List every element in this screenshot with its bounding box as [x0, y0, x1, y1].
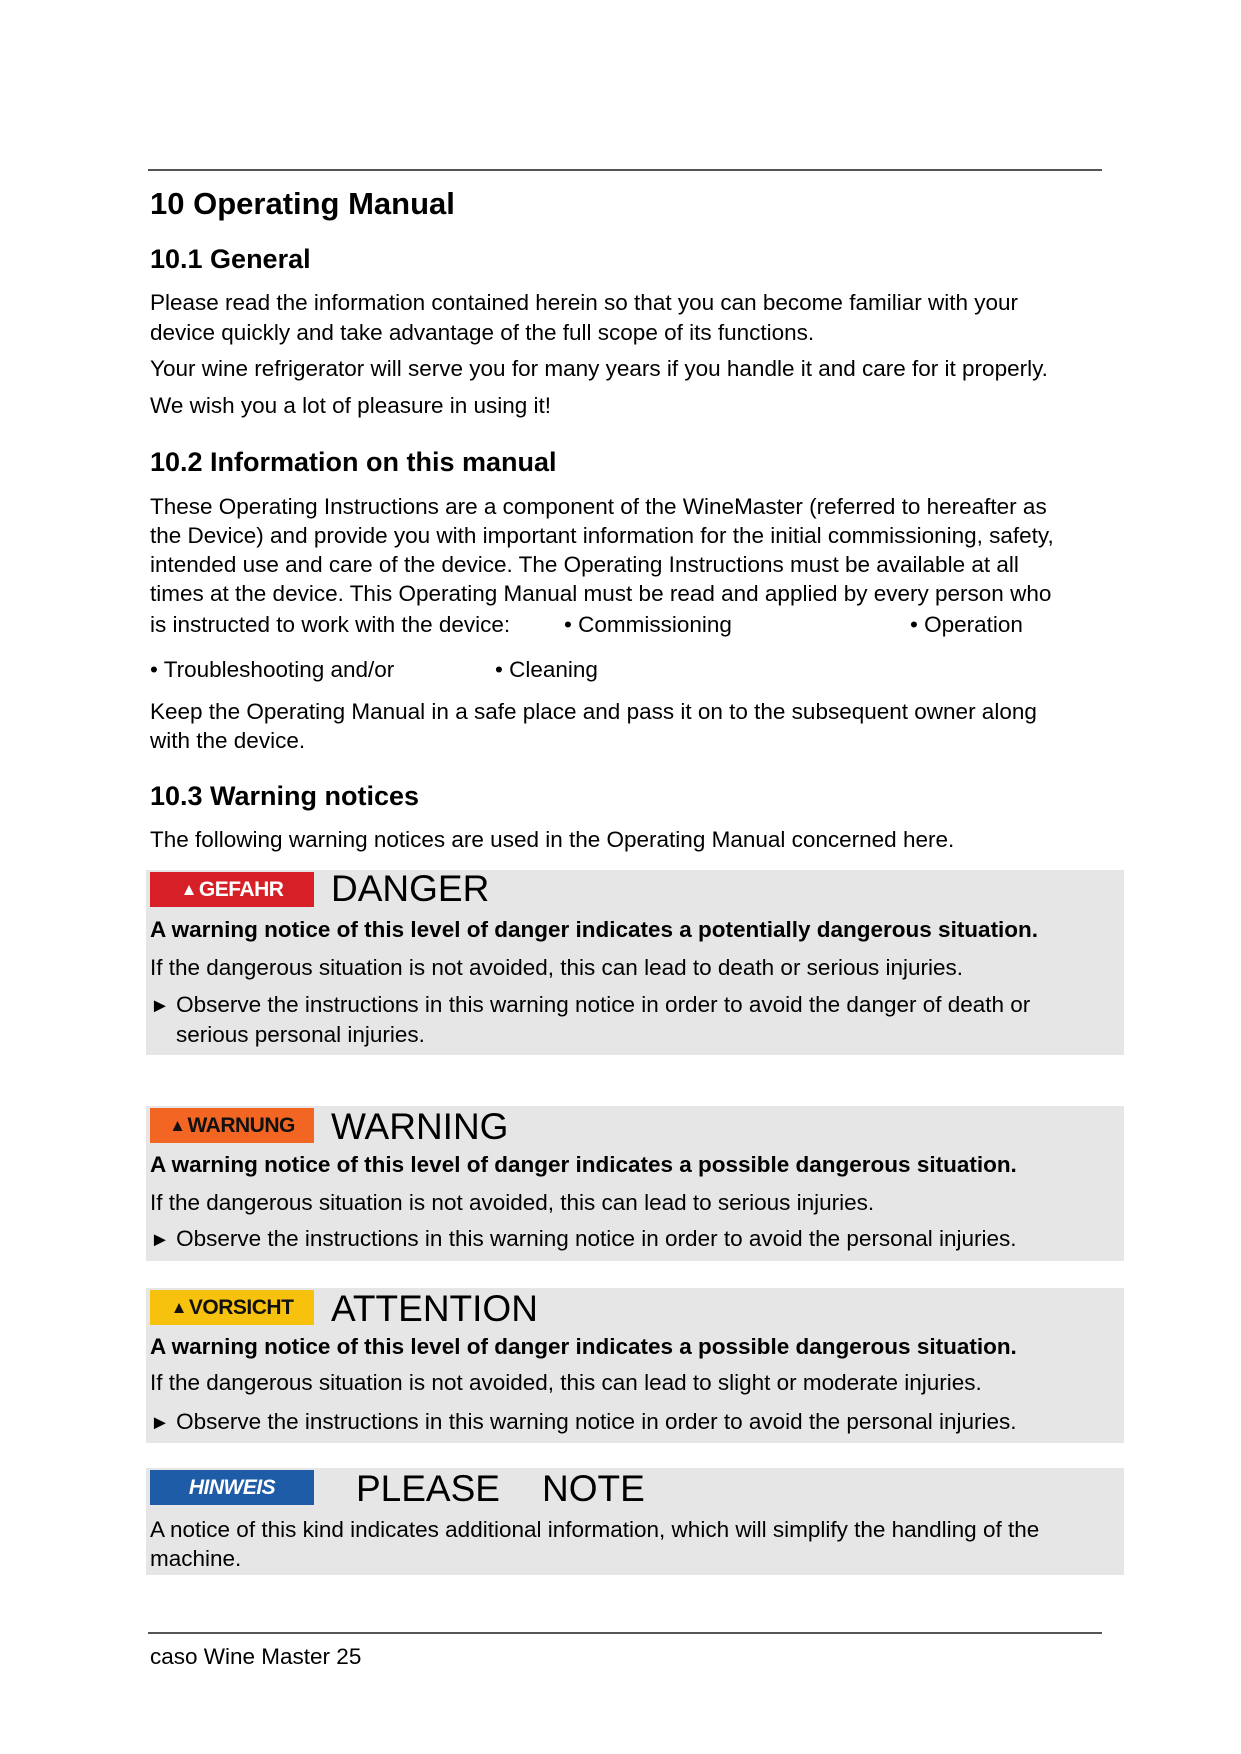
- warning-action: [150, 1224, 1017, 1255]
- danger-consequence: If the dangerous situation is not avoided, this can lead to death or serious injuries.: [150, 955, 963, 980]
- info-line-2: the Device) and provide you with important information for the initial commissioning, safety,: [150, 523, 1054, 548]
- arrow-icon: ►: [150, 1229, 170, 1251]
- attention-action: [150, 1407, 1017, 1438]
- section-info-title: 10.2 Information on this manual: [150, 447, 557, 477]
- warning-title: WARNING: [331, 1106, 509, 1147]
- warning-intro: The following warning notices are used in the Operating Manual concerned here.: [150, 827, 955, 852]
- section-warning-title: 10.3 Warning notices: [150, 781, 420, 811]
- attention-notice: [146, 1288, 1124, 1443]
- danger-action: [150, 990, 1030, 1021]
- warning-triangle-icon: ▲: [180, 879, 197, 899]
- warning-triangle-icon: ▲: [170, 1297, 187, 1317]
- info-line-1: These Operating Instructions are a component of the WineMaster (referred to hereafter as: [150, 494, 1047, 519]
- danger-notice: [146, 870, 1124, 1055]
- general-paragraph-1-line-1: Please read the information contained herein so that you can become familiar with your: [150, 290, 1018, 315]
- warning-bold-line: A warning notice of this level of danger indicates a possible dangerous situation.: [150, 1152, 1017, 1177]
- header-rule: [148, 169, 1102, 171]
- general-paragraph-2: Your wine refrigerator will serve you for many years if you handle it and care for it properly.: [150, 356, 1048, 381]
- bullet-commissioning: • Commissioning: [564, 612, 732, 637]
- note-badge: [150, 1470, 314, 1505]
- warning-notice: [146, 1106, 1124, 1261]
- danger-title: DANGER: [331, 868, 490, 909]
- info-line-4: times at the device. This Operating Manual must be read and applied by every person who: [150, 581, 1052, 606]
- attention-badge: [150, 1290, 314, 1325]
- note-badge-label: HINWEIS: [188, 1475, 276, 1499]
- danger-badge: [150, 872, 314, 907]
- warning-badge-label: WARNUNG: [187, 1113, 295, 1137]
- general-paragraph-1-line-2: device quickly and take advantage of the full scope of its functions.: [150, 320, 815, 345]
- attention-bold-line: A warning notice of this level of danger indicates a possible dangerous situation.: [150, 1334, 1017, 1359]
- arrow-icon: ►: [150, 995, 170, 1017]
- note-notice: [146, 1468, 1124, 1575]
- note-line-2: machine.: [150, 1546, 242, 1571]
- info-line-5: is instructed to work with the device:: [150, 612, 511, 637]
- arrow-icon: ►: [150, 1412, 170, 1434]
- danger-action-line-1: Observe the instructions in this warning notice in order to avoid the danger of death or: [176, 992, 1031, 1017]
- footer-text: caso Wine Master 25: [150, 1644, 362, 1669]
- keep-manual-line-1: Keep the Operating Manual in a safe place and pass it on to the subsequent owner along: [150, 699, 1037, 724]
- footer-rule: [148, 1632, 1102, 1634]
- info-line-3: intended use and care of the device. The Operating Instructions must be available at all: [150, 552, 1019, 577]
- danger-bold-line: A warning notice of this level of danger indicates a potentially dangerous situation.: [150, 917, 1039, 942]
- warning-triangle-icon: ▲: [169, 1115, 186, 1135]
- keep-manual-line-2: with the device.: [150, 728, 306, 753]
- attention-consequence: If the dangerous situation is not avoided, this can lead to slight or moderate injuries.: [150, 1370, 982, 1395]
- note-title-please: PLEASE: [356, 1468, 500, 1509]
- general-paragraph-3: We wish you a lot of pleasure in using it!: [150, 393, 552, 418]
- bullet-cleaning: • Cleaning: [495, 657, 598, 682]
- danger-action-line-2: serious personal injuries.: [176, 1022, 425, 1047]
- bullet-operation: • Operation: [910, 612, 1023, 637]
- warning-consequence: If the dangerous situation is not avoided, this can lead to serious injuries.: [150, 1190, 875, 1215]
- chapter-title: 10 Operating Manual: [150, 186, 455, 221]
- note-title-note: NOTE: [542, 1468, 645, 1509]
- attention-action-text: Observe the instructions in this warning notice in order to avoid the personal injuries.: [176, 1409, 1017, 1434]
- warning-action-text: Observe the instructions in this warning notice in order to avoid the personal injuries.: [176, 1226, 1017, 1251]
- section-general-title: 10.1 General: [150, 244, 311, 274]
- danger-badge-label: GEFAHR: [198, 877, 284, 901]
- warning-badge: [150, 1108, 314, 1143]
- bullet-troubleshooting: • Troubleshooting and/or: [150, 657, 395, 682]
- attention-title: ATTENTION: [331, 1288, 538, 1329]
- attention-badge-label: VORSICHT: [188, 1295, 294, 1319]
- note-line-1: A notice of this kind indicates additional information, which will simplify the handling of the: [150, 1517, 1040, 1542]
